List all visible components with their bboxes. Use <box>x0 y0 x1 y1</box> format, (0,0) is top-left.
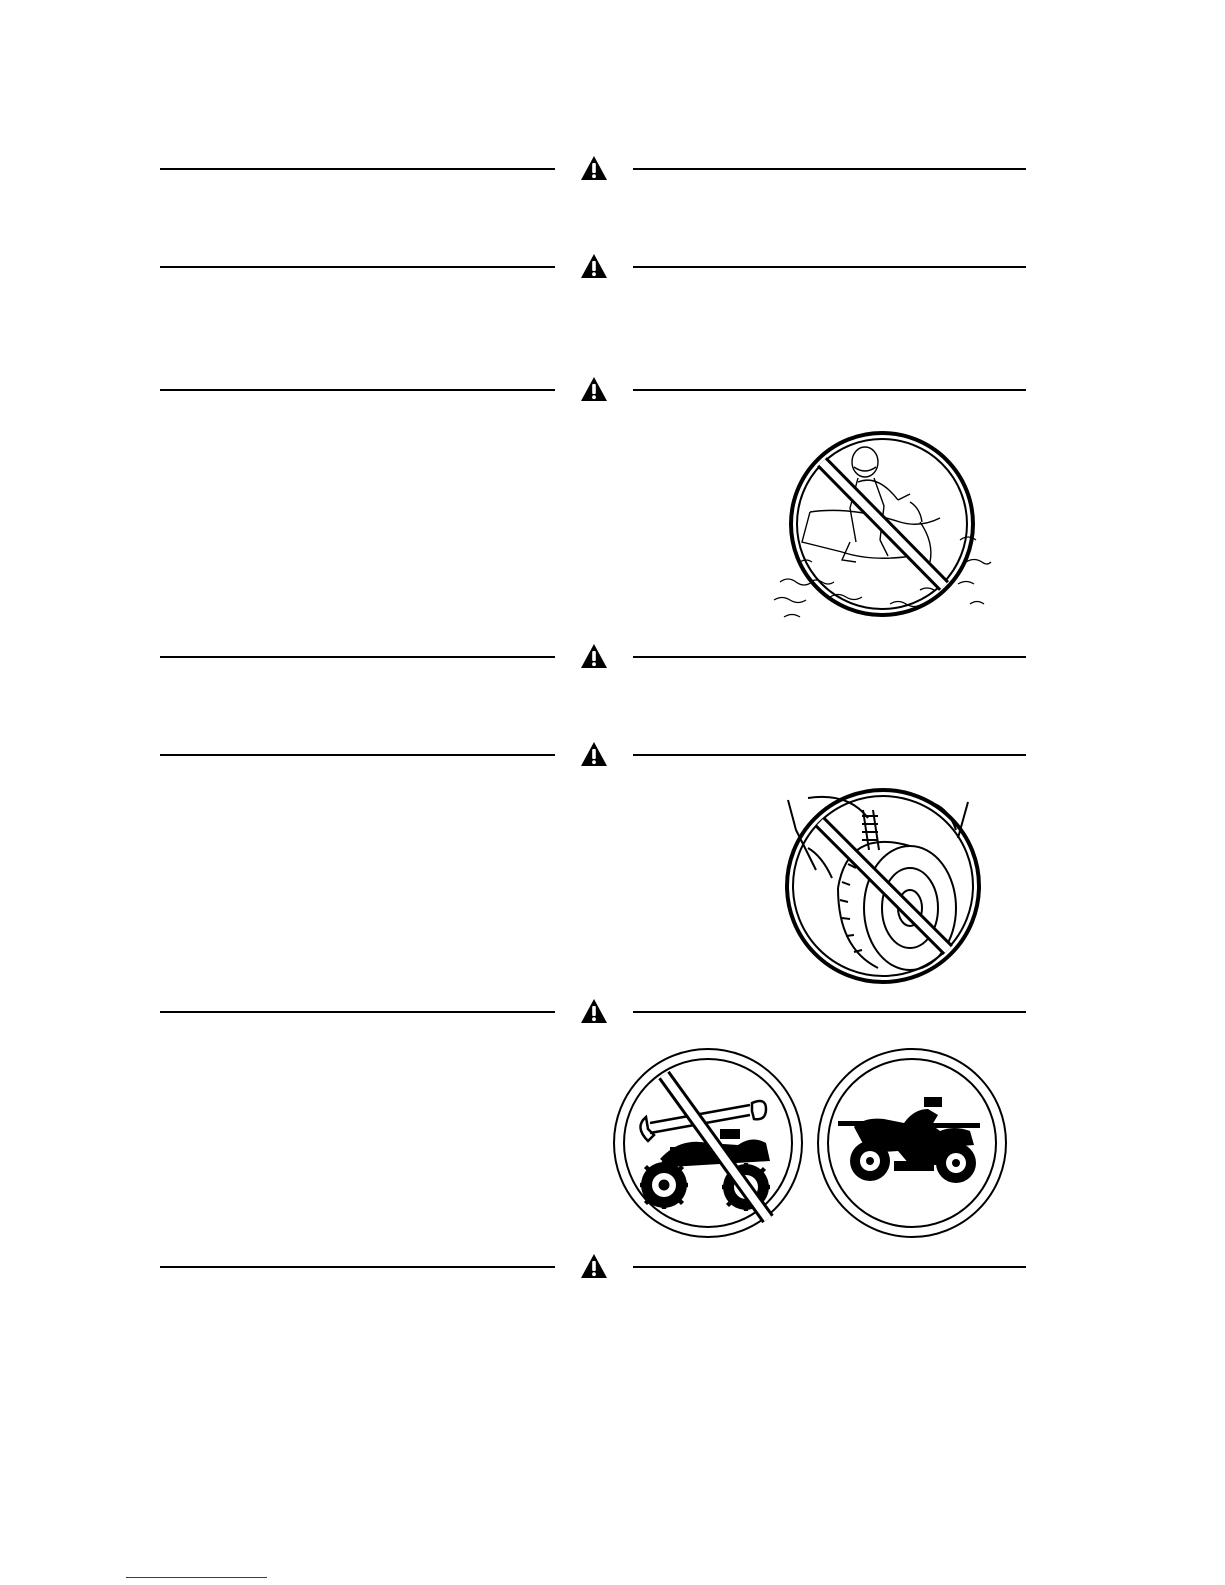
rule-line-left <box>160 1266 555 1268</box>
rule-line-right <box>633 754 1026 756</box>
warning-triangle-icon <box>580 376 608 402</box>
warning-rule <box>160 998 1026 1028</box>
rule-line-right <box>633 1266 1026 1268</box>
no-deep-water-riding-illustration <box>770 422 995 627</box>
rule-line-left <box>160 266 555 268</box>
warning-rule <box>160 253 1026 283</box>
warning-rule <box>160 376 1026 406</box>
warning-rule <box>160 643 1026 673</box>
rule-line-right <box>633 389 1026 391</box>
warning-rule <box>160 1253 1026 1283</box>
warning-triangle-icon <box>580 643 608 669</box>
warning-rule <box>160 155 1026 185</box>
warning-rule <box>160 741 1026 771</box>
rule-line-left <box>160 1011 555 1013</box>
footer-link-underline[interactable] <box>126 1577 267 1578</box>
warning-triangle-icon <box>580 998 608 1024</box>
rule-line-left <box>160 168 555 170</box>
warning-triangle-icon <box>580 741 608 767</box>
rule-line-right <box>633 168 1026 170</box>
rule-line-right <box>633 656 1026 658</box>
no-improper-tires-illustration <box>778 788 988 988</box>
rule-line-left <box>160 389 555 391</box>
rule-line-left <box>160 754 555 756</box>
rule-line-right <box>633 1011 1026 1013</box>
stock-atv-illustration <box>814 1045 1010 1241</box>
rule-line-left <box>160 656 555 658</box>
no-modification-illustration <box>610 1045 806 1241</box>
warning-triangle-icon <box>580 1253 608 1279</box>
rule-line-right <box>633 266 1026 268</box>
warning-triangle-icon <box>580 155 608 181</box>
warning-triangle-icon <box>580 253 608 279</box>
